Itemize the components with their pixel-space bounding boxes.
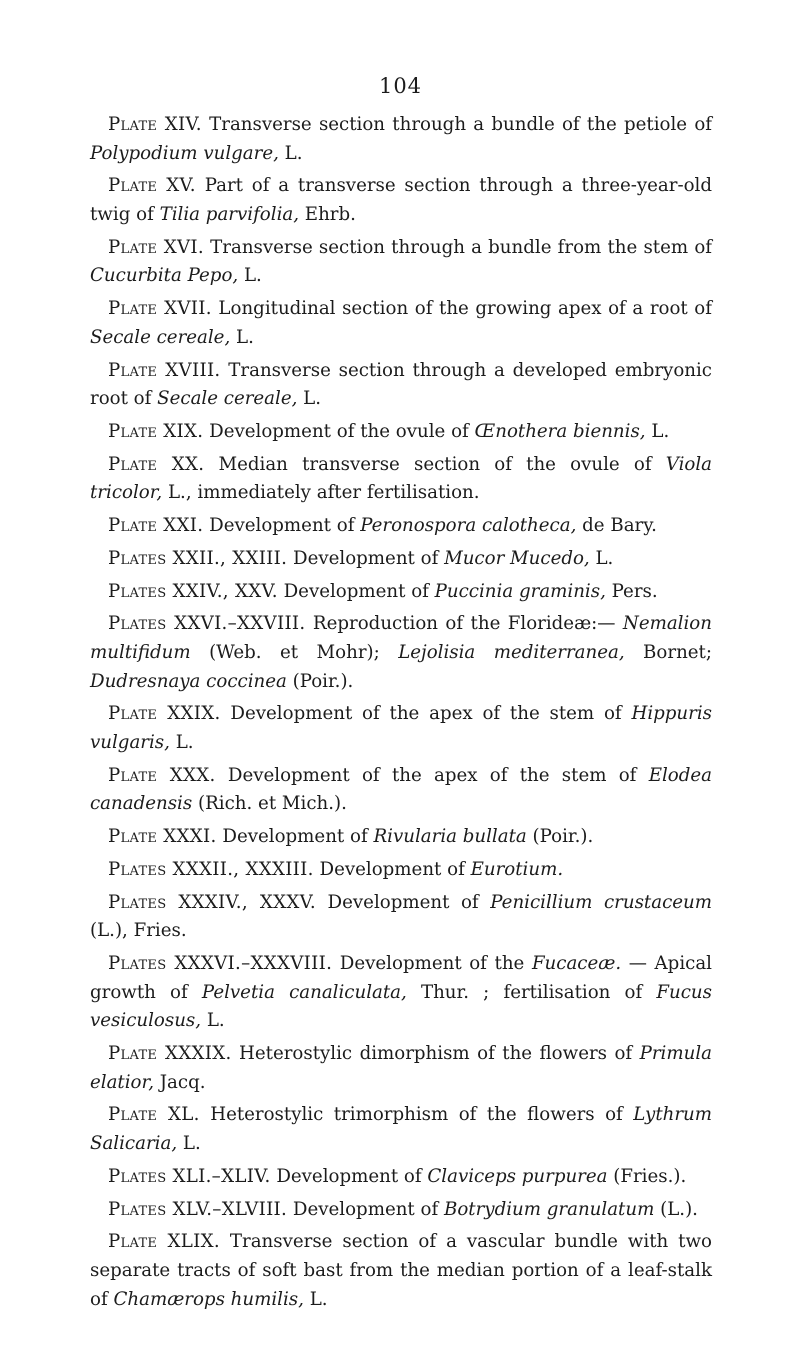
species-name: Pelvetia canaliculata, [201,981,407,1003]
description-text: Development of [216,826,374,848]
plate-entry [90,1196,712,1225]
plate-number: Plates XLV.–XLVIII. [108,1198,288,1220]
description-text: — Apical growth of [90,953,712,1003]
description-text: Development of [270,1165,428,1187]
description-text: de Bary. [576,515,657,537]
description-text: (Poir.). [286,670,354,692]
description-text: Development of [287,1198,444,1220]
description-text: L. [230,326,254,348]
description-text: Development of [277,580,435,602]
description-text: Ehrb. [299,203,356,225]
plate-entry [90,700,712,757]
description-text: Heterostylic trimorphism of the flowers of [199,1104,634,1126]
species-name: Primula elatior, [90,1043,712,1093]
description-text: (L.), Fries. [90,920,187,942]
plate-number: Plate XXIX. [108,703,221,725]
description-text: Development of the apex of the stem of [215,764,649,786]
plate-number: Plate XXI. [108,515,204,537]
plate-number: Plate XL. [108,1104,200,1126]
plate-list [90,111,712,1318]
plate-number: Plate XX. [108,453,205,475]
description-text: Transverse section through a developed embryonic root of [90,359,712,410]
species-name: Eurotium. [470,858,564,880]
plate-entry [90,545,712,574]
species-name: Œnothera biennis, [474,420,646,442]
description-text: L. [297,388,322,410]
description-text: (Web. et Mohr); [190,641,399,663]
description-text: L., immediately after fertilisation. [162,482,480,504]
description-text: L. [303,1288,328,1310]
species-name: Mucor Mucedo, [444,547,590,569]
description-text: (L.). [654,1198,698,1220]
description-text: (Rich. et Mich.). [192,793,347,815]
plate-number: Plate XLIX. [108,1231,220,1253]
description-text: Development of [315,891,491,913]
description-text: (Fries.). [607,1165,687,1187]
description-text: Development of the [332,953,532,975]
plate-number: Plate XXX. [108,764,216,786]
plate-number: Plates XXVI.–XXVIII. [108,613,306,635]
species-name: Claviceps purpurea [427,1165,608,1187]
plate-entry [90,1163,712,1192]
species-name: Fucaceæ. [531,953,622,975]
species-name: Rivularia bullata [373,826,527,848]
plate-entry [90,1228,712,1314]
species-name: Peronospora calotheca, [360,515,577,537]
plate-number: Plate XVII. [108,298,212,320]
description-text: Development of [287,547,445,569]
description-text: L. [169,731,194,753]
description-text: L. [645,420,670,442]
plate-number: Plate XXXI. [108,826,217,848]
plate-entry [90,111,712,168]
description-text: Part of a transverse section through a three-year-old twig of [90,175,713,225]
plate-number: Plate XV. [108,175,196,197]
description-text: Bornet; [624,641,712,663]
plate-number: Plate XXXIX. [108,1043,232,1064]
description-text: L. [278,142,303,164]
description-text: Transverse section of a vascular bundle with two separate tracts of soft bast from the median portion of a leaf-stalk of [90,1231,713,1310]
species-name: Puccinia graminis, [434,580,606,602]
plate-number: Plates XXII., XXIII. [108,547,288,569]
species-name: Lejolisia mediterranea, [398,641,625,663]
description-text: Development of [313,858,471,880]
species-name: Dudresnaya coccinea [90,670,287,692]
description-text: L. [177,1132,201,1154]
plate-number: Plates XXXVI.–XXXVIII. [108,953,333,975]
species-name: Elodea canadensis [90,764,712,815]
description-text: L. [201,1010,225,1032]
plate-number: Plates XXXII., XXXIII. [108,858,314,880]
plate-number: Plate XIX. [108,420,204,442]
description-text: Pers. [605,580,658,602]
description-text: L. [589,547,614,569]
species-name: Hippuris vulgaris, [90,703,712,753]
species-name: Secale cereale, [90,326,231,348]
plate-entry [90,1101,712,1158]
plate-entry [90,234,712,291]
description-text: Median transverse section of the ovule of [204,453,666,475]
plate-entry [90,418,712,447]
plate-number: Plates XXXIV., XXXV. [108,891,316,913]
plate-number: Plate XVIII. [108,359,221,381]
species-name: Cucurbita Pepo, [90,265,239,287]
page-number: 104 [378,74,423,98]
description-text: (Poir.). [526,826,594,848]
description-text: L. [238,265,262,287]
plate-entry [90,172,712,229]
description-text: Transverse section through a bundle from the stem of [203,236,712,258]
species-name: Polypodium vulgare, [90,142,279,164]
plate-number: Plate XVI. [108,236,204,258]
species-name: Penicillium crustaceum [490,891,712,913]
description-text: Thur. ; fertilisation of [406,981,657,1003]
species-name: Fucus vesiculosus, [90,981,712,1032]
plate-entry [90,762,712,819]
plate-entry [90,512,712,541]
description-text: Heterostylic dimorphism of the flowers of [231,1043,640,1064]
plate-entry [90,578,712,607]
description-text: Jacq. [153,1071,206,1093]
plate-number: Plates XLI.–XLIV. [108,1165,271,1187]
species-name: Nemalion multifidum [90,613,712,663]
plate-entry [90,610,712,696]
plate-entry [90,295,712,352]
description-text: Development of the apex of the stem of [220,703,632,725]
description-text: Reproduction of the Florideæ:— [305,613,623,635]
plate-number: Plates XXIV., XXV. [108,580,278,602]
species-name: Chamærops humilis, [113,1288,304,1310]
plate-entry [90,1040,712,1097]
plate-entry [90,856,712,885]
description-text: Development of the ovule of [203,420,475,442]
plate-entry [90,950,712,1036]
species-name: Lythrum Salicaria, [90,1104,712,1154]
plate-entry [90,823,712,852]
species-name: Viola tricolor, [90,453,712,504]
plate-number: Plate XIV. [108,114,202,135]
description-text: Longitudinal section of the growing apex of a root of [211,298,712,320]
species-name: Botrydium granulatum [443,1198,655,1220]
description-text: Transverse section through a bundle of the petiole of [201,114,713,135]
species-name: Tilia parvifolia, [159,203,300,225]
description-text: Development of [203,515,361,537]
plate-entry [90,357,712,414]
plate-entry [90,889,712,946]
plate-entry [90,451,712,508]
species-name: Secale cereale, [157,388,298,410]
